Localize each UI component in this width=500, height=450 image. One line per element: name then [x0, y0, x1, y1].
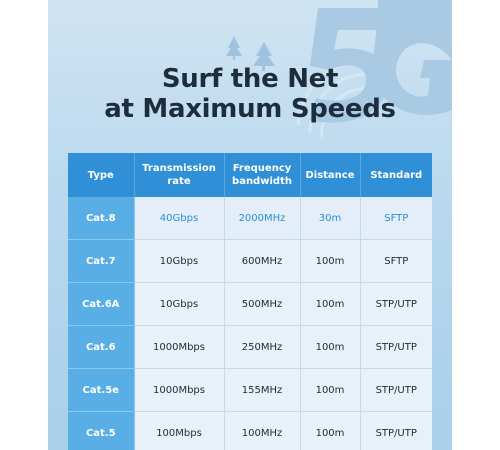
cell-distance: 100m — [300, 240, 360, 283]
cell-standard: STP/UTP — [360, 412, 432, 450]
cell-frequency-bandwidth: 2000MHz — [224, 197, 300, 240]
cell-frequency-bandwidth: 500MHz — [224, 283, 300, 326]
cell-frequency-bandwidth: 100MHz — [224, 412, 300, 450]
promo-banner — [48, 0, 452, 450]
cell-transmission-rate: 100Mbps — [134, 412, 224, 450]
cell-frequency-bandwidth: 250MHz — [224, 326, 300, 369]
cell-type: Cat.6A — [68, 283, 134, 326]
cell-distance: 100m — [300, 283, 360, 326]
table-row — [68, 197, 432, 240]
cell-transmission-rate: 40Gbps — [134, 197, 224, 240]
cell-standard: STP/UTP — [360, 369, 432, 412]
cell-standard: STP/UTP — [360, 326, 432, 369]
cell-transmission-rate: 10Gbps — [134, 240, 224, 283]
pine-tree-icon — [226, 36, 242, 60]
cell-distance: 100m — [300, 326, 360, 369]
table-row — [68, 412, 432, 450]
cell-distance: 100m — [300, 369, 360, 412]
cable-spec-table — [68, 153, 432, 450]
cell-standard: STP/UTP — [360, 283, 432, 326]
header-type: Type — [68, 153, 134, 197]
headline-line-1: Surf the Net — [161, 64, 339, 94]
header-distance: Distance — [300, 153, 360, 197]
cell-type: Cat.6 — [68, 326, 134, 369]
cell-distance: 30m — [300, 197, 360, 240]
cell-transmission-rate: 10Gbps — [134, 283, 224, 326]
headline-line-2: at Maximum Speeds — [104, 94, 396, 124]
headline — [48, 64, 452, 124]
cell-type: Cat.7 — [68, 240, 134, 283]
header-transmission-rate: Transmission rate — [134, 153, 224, 197]
header-standard: Standard — [360, 153, 432, 197]
table-header-row — [68, 153, 432, 197]
cell-transmission-rate: 1000Mbps — [134, 326, 224, 369]
cell-type: Cat.5e — [68, 369, 134, 412]
cell-distance: 100m — [300, 412, 360, 450]
table-row — [68, 283, 432, 326]
table-row — [68, 369, 432, 412]
cell-standard: SFTP — [360, 197, 432, 240]
cell-transmission-rate: 1000Mbps — [134, 369, 224, 412]
table-row — [68, 326, 432, 369]
table-row — [68, 240, 432, 283]
cell-frequency-bandwidth: 155MHz — [224, 369, 300, 412]
cell-frequency-bandwidth: 600MHz — [224, 240, 300, 283]
cell-type: Cat.8 — [68, 197, 134, 240]
header-frequency-bandwidth: Frequency bandwidth — [224, 153, 300, 197]
cell-type: Cat.5 — [68, 412, 134, 450]
cell-standard: SFTP — [360, 240, 432, 283]
